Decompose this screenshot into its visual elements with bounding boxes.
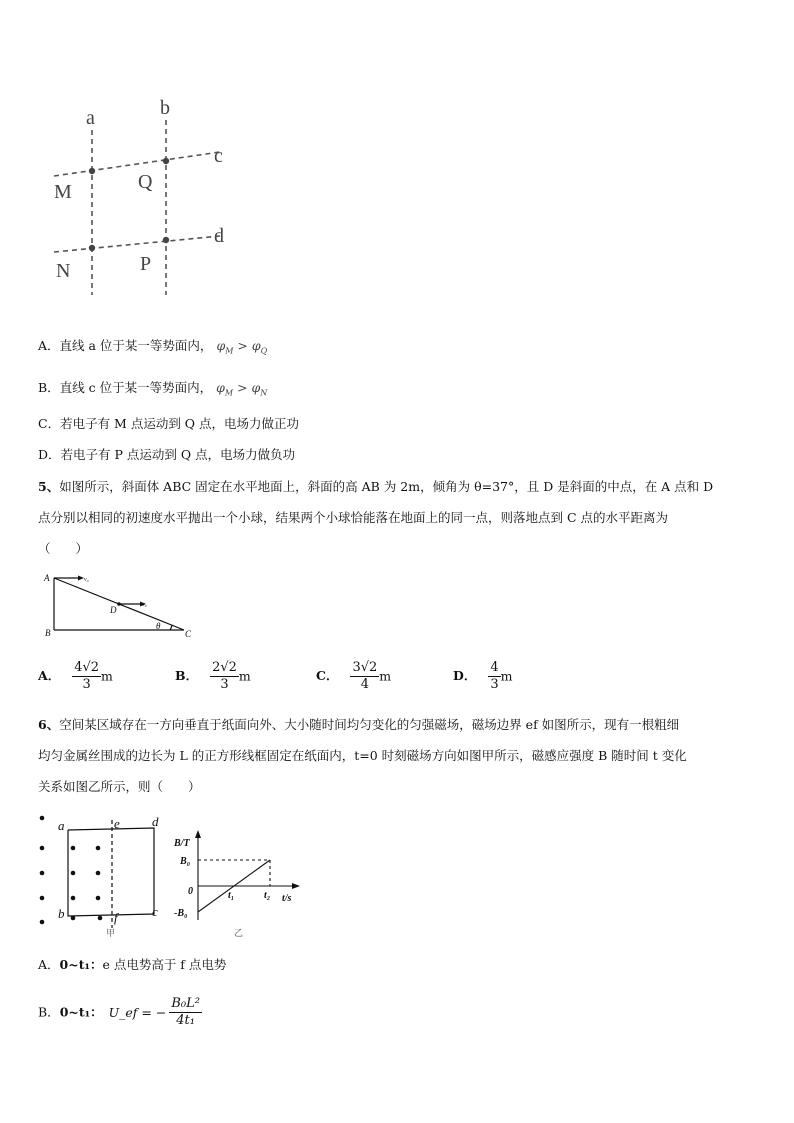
incline-label-C: C <box>185 629 192 639</box>
graph-caption: 乙 <box>234 928 244 938</box>
loop-label-b: b <box>58 906 65 921</box>
graph-t2-label: t₂ <box>264 890 271 901</box>
q5-stem-line3: （ ） <box>38 541 89 556</box>
q6-option-b: B．0~t₁： U_ef = − $\frac{\text{B₀L²}}{\text{4t₁}}$ <box>38 996 200 1028</box>
q4-option-d: D．若电子有 P 点运动到 Q 点，电场力做负功 <box>38 447 296 462</box>
graph-negB0-label: -B₀ <box>174 908 188 919</box>
point-N <box>89 245 95 251</box>
loop-label-e: e <box>114 816 120 831</box>
loop-figure-jia <box>28 810 178 940</box>
label-N: N <box>56 260 71 282</box>
q5-stem-line2: 点分别以相同的初速度水平抛出一个小球，结果两个小球恰能落在地面上的同一点，则落地点到 C 点的水平距离为 <box>38 510 669 525</box>
q5-option-c-fraction: $\frac{3√2}{4}$ <box>352 660 378 692</box>
graph-zero-label: 0 <box>188 886 193 897</box>
graph-B0-label: B₀ <box>180 856 191 867</box>
incline-label-theta: θ <box>156 621 161 631</box>
label-M: M <box>54 181 72 203</box>
label-a: a <box>86 107 95 129</box>
incline-label-B: B <box>45 628 51 638</box>
incline-label-v0-D: v₀ <box>142 602 147 608</box>
label-b: b <box>160 97 170 119</box>
equipotential-figure <box>40 90 260 305</box>
incline-label-A: A <box>44 573 50 583</box>
loop-caption: 甲 <box>106 928 116 938</box>
q5-option-a: A． $\frac{4√2}{3}$ m <box>38 660 113 692</box>
q4-option-a: A．直线 a 位于某一等势面内， $\varphi_M > \varphi_Q$ <box>38 338 268 356</box>
b-t-graph-yi <box>170 828 310 943</box>
q5-option-c: C． $\frac{3√2}{4}$ m <box>316 660 392 692</box>
point-P <box>163 237 169 243</box>
math-phi-m-gt-phi-n: $\varphi_M > \varphi_N$ <box>216 380 268 398</box>
incline-figure <box>40 570 200 642</box>
q6-option-b-fraction: $\frac{\text{B₀L²}}{\text{4t₁}}$ <box>171 996 200 1028</box>
label-c: c <box>214 145 223 167</box>
point-M <box>89 168 95 174</box>
incline-label-v0-A: v₀ <box>84 577 89 583</box>
q5-option-d-fraction: $\frac{4}{3}$ <box>490 660 499 692</box>
q6-stem-line1: 6、空间某区域存在一方向垂直于纸面向外、大小随时间均匀变化的匀强磁场，磁场边界 ef 如图所示，现有一根粗细 <box>38 717 680 732</box>
q4-option-c: C．若电子有 M 点运动到 Q 点，电场力做正功 <box>38 416 300 431</box>
q6-stem-line2: 均匀金属丝围成的边长为 L 的正方形线框固定在纸面内，t=0 时刻磁场方向如图甲所示，磁感应强度 B 随时间 t 变化 <box>38 748 687 763</box>
loop-label-d: d <box>152 814 159 829</box>
loop-label-a: a <box>58 818 65 833</box>
graph-xaxis-label: t/s <box>282 893 292 904</box>
label-P: P <box>140 253 152 275</box>
line-c <box>54 152 220 176</box>
point-Q <box>163 158 169 164</box>
loop-label-c: c <box>152 904 158 919</box>
line-d <box>54 236 220 252</box>
loop-label-f: f <box>114 910 118 925</box>
label-Q: Q <box>138 171 153 193</box>
label-d: d <box>214 225 224 247</box>
q5-option-d: D． $\frac{4}{3}$ m <box>453 660 513 692</box>
math-phi-m-gt-phi-q: $\varphi_M > \varphi_Q$ <box>216 338 268 356</box>
incline-label-D: D <box>110 605 117 615</box>
q4-option-b: B．直线 c 位于某一等势面内， $\varphi_M > \varphi_N$ <box>38 380 268 398</box>
q5-stem-line1: 5、如图所示，斜面体 ABC 固定在水平地面上，斜面的高 AB 为 2m，倾角为 θ=37°，且 D 是斜面的中点，在 A 点和 D <box>38 479 714 494</box>
graph-yaxis-label: B/T <box>174 838 190 849</box>
q6-option-a: A．0~t₁：e 点电势高于 f 点电势 <box>38 957 227 972</box>
q5-option-a-fraction: $\frac{4√2}{3}$ <box>74 660 100 692</box>
q6-stem-line3: 关系如图乙所示，则（ ） <box>38 779 201 794</box>
q5-option-b: B． $\frac{2√2}{3}$ m <box>175 660 251 692</box>
q5-option-b-fraction: $\frac{2√2}{3}$ <box>212 660 237 692</box>
graph-t1-label: t₁ <box>228 890 235 901</box>
